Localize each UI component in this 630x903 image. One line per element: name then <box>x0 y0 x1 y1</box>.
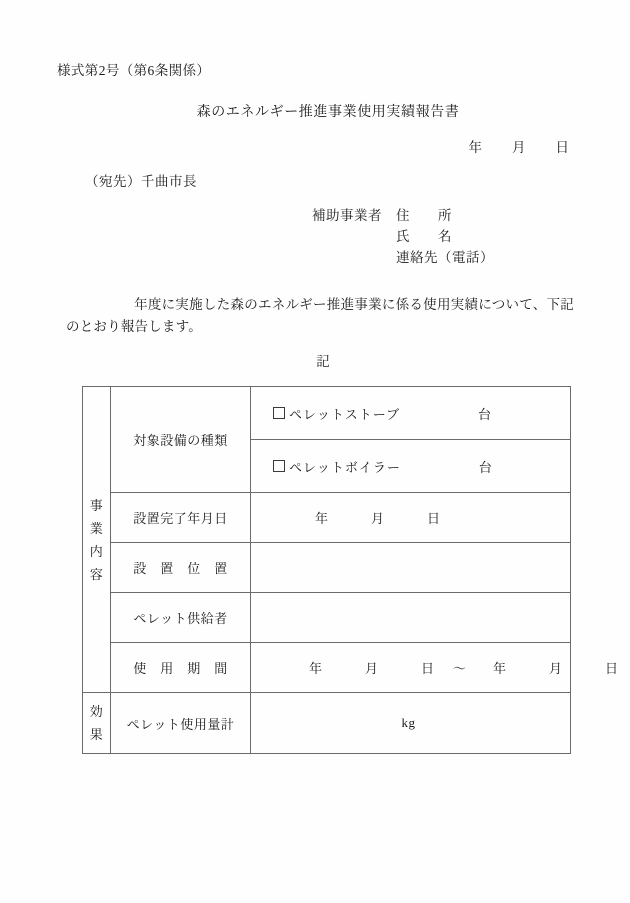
checkbox-label-stove: ペレットストーブ <box>289 406 401 422</box>
checkbox-label-boiler: ペレットボイラー <box>289 459 401 475</box>
usage-period-separator: ～ <box>453 661 468 676</box>
date-line: 年 月 日 <box>468 140 570 155</box>
group-char: 事 <box>89 497 104 513</box>
usage-period-end: 年 月 日 <box>493 661 620 676</box>
row-label-install-date: 設置完了年月日 <box>111 493 251 543</box>
row-data-pellet-total[interactable] <box>251 693 571 754</box>
row-label-pellet-supplier: ペレット供給者 <box>111 593 251 643</box>
report-table <box>82 386 620 754</box>
applicant-block <box>312 205 494 268</box>
row-label-pellet-total: ペレット使用量計 <box>111 693 251 754</box>
unit-label-stove: 台 <box>478 406 492 422</box>
row-data-install-location[interactable] <box>251 543 571 593</box>
checkbox-row-stove <box>261 404 560 423</box>
group-char: 内 <box>89 543 104 559</box>
group-char: 業 <box>89 520 104 536</box>
applicant-name-label: 氏 名 <box>396 229 452 244</box>
body-paragraph <box>66 294 574 338</box>
applicant-lead-label: 補助事業者 <box>312 208 382 223</box>
applicant-row-name <box>312 226 494 247</box>
applicant-row-address <box>312 205 494 226</box>
table-row <box>83 387 571 440</box>
row-data-install-date <box>251 493 571 543</box>
applicant-contact-label: 連絡先（電話） <box>396 250 494 265</box>
page-title: 森のエネルギー推進事業使用実績報告書 <box>196 105 460 120</box>
table-row <box>83 593 571 643</box>
checkbox-icon[interactable] <box>273 460 285 472</box>
row-data-usage-period[interactable] <box>251 643 620 693</box>
row-label-equipment-type: 対象設備の種類 <box>111 387 251 493</box>
applicant-address-label: 住 所 <box>396 208 452 223</box>
table-row <box>83 543 571 593</box>
table-row <box>83 643 571 693</box>
form-number: 様式第2号（第6条関係） <box>57 63 211 78</box>
install-date-value[interactable]: 年 月 日 <box>315 511 442 526</box>
group-char: 効 <box>89 704 104 719</box>
ki-mark: 記 <box>316 354 330 369</box>
row-data-pellet-boiler <box>251 440 571 493</box>
checkbox-icon[interactable] <box>273 407 285 419</box>
group-cell-business <box>83 387 111 693</box>
row-label-install-location: 設 置 位 置 <box>111 543 251 593</box>
group-char: 果 <box>89 727 104 742</box>
table-row <box>83 693 571 754</box>
group-char: 容 <box>89 566 104 582</box>
usage-period-value <box>261 658 620 677</box>
checkbox-row-boiler <box>261 457 560 476</box>
unit-label-boiler: 台 <box>478 459 493 475</box>
applicant-row-contact <box>312 247 494 268</box>
body-text: 年度に実施した森のエネルギー推進事業に係る使用実績について、下記のとおり報告します。 <box>66 297 574 334</box>
table-row <box>83 493 571 543</box>
addressee-line: （宛先）千曲市長 <box>85 174 197 189</box>
row-data-pellet-stove <box>251 387 571 440</box>
row-label-usage-period: 使 用 期 間 <box>111 643 251 693</box>
usage-period-start: 年 月 日 <box>309 661 436 676</box>
group-cell-effect <box>83 693 111 754</box>
unit-label-kg: kg <box>401 715 416 730</box>
row-data-pellet-supplier[interactable] <box>251 593 571 643</box>
